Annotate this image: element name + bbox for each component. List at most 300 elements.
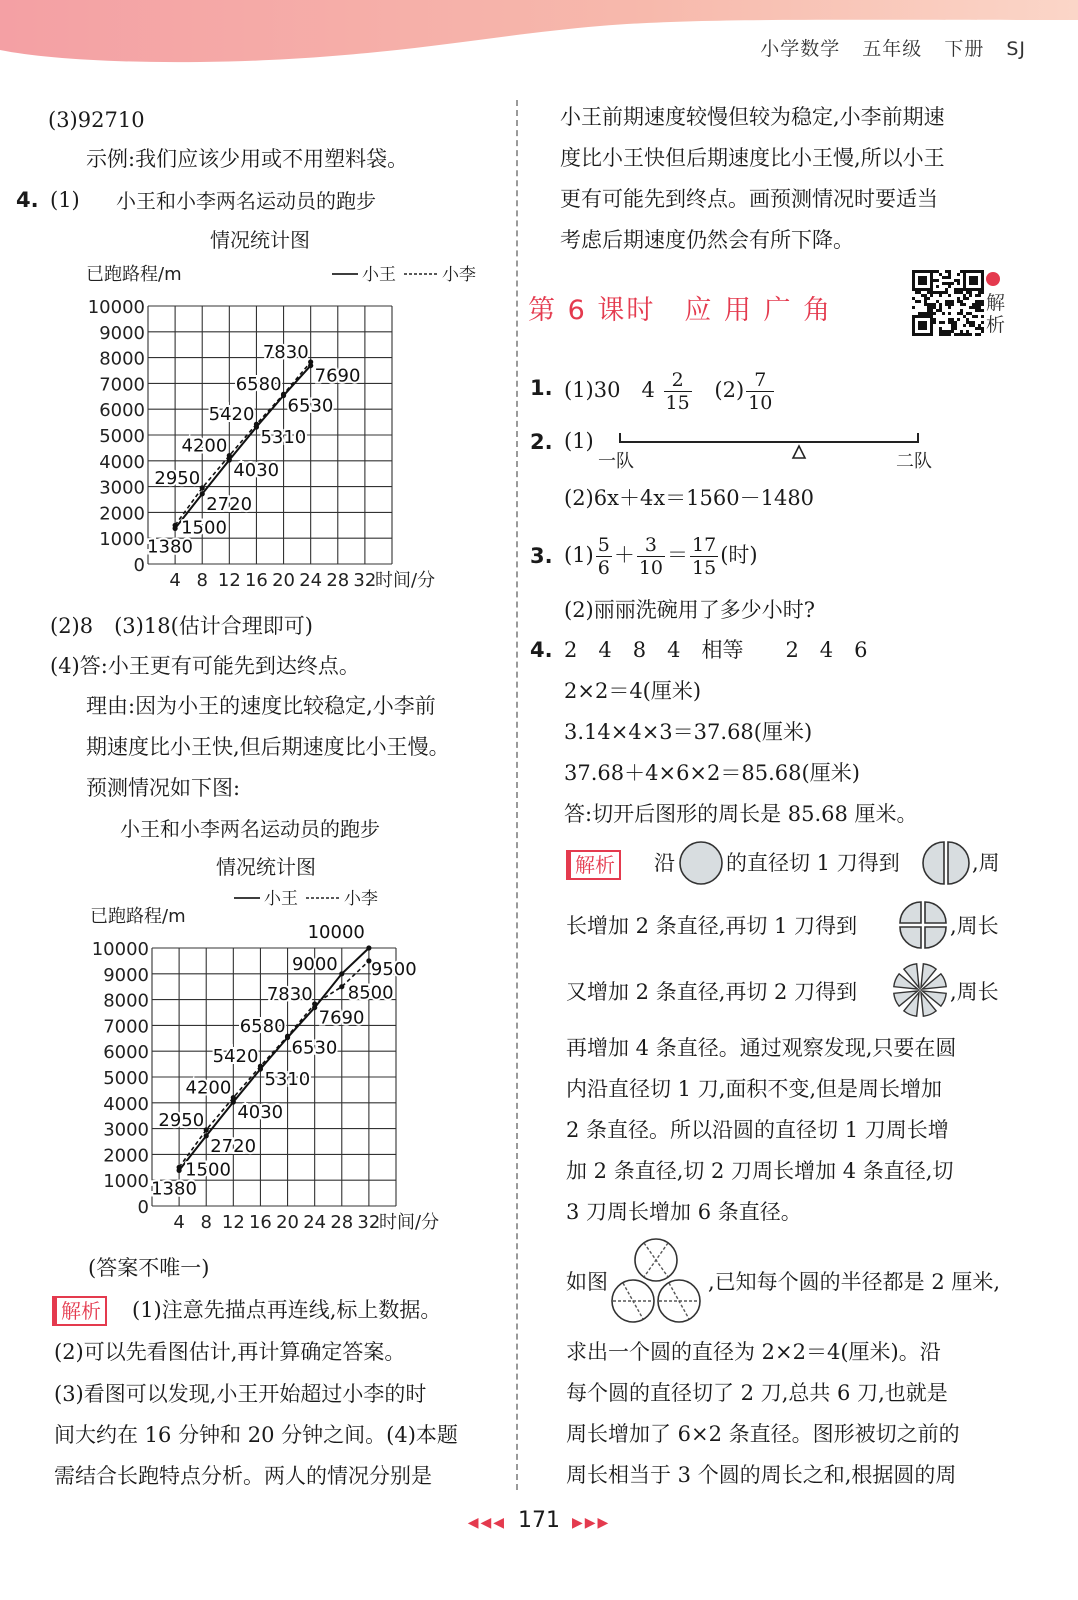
qr-module: [978, 324, 981, 327]
qr-module: [930, 306, 933, 309]
qr-module: [975, 300, 978, 303]
qr-module: [942, 291, 945, 294]
qr-module: [924, 294, 927, 297]
qr-module: [981, 330, 984, 333]
segment-diagram: [612, 426, 922, 466]
qr-module: [927, 291, 930, 294]
qr-module: [957, 318, 960, 321]
q4r-calc3: 37.68＋4×6×2＝85.68(厘米): [564, 761, 860, 785]
qr-module: [918, 291, 921, 294]
qr-module: [930, 294, 933, 297]
data-point: [281, 392, 286, 397]
qr-module: [954, 291, 957, 294]
qr-module: [960, 309, 963, 312]
y-tick-label: 3000: [103, 1119, 149, 1141]
q3-fraction3: $\frac{17}{15}$: [692, 534, 717, 579]
qr-module: [939, 294, 942, 297]
data-label: 2720: [210, 1135, 257, 1157]
qr-module: [969, 294, 972, 297]
qr-module: [951, 318, 954, 321]
q4r-calc1: 2×2＝4(厘米): [564, 679, 702, 703]
column-divider: [516, 100, 518, 1490]
yi-line1a: 如图: [566, 1270, 608, 1294]
q4r-final: 答:切开后图形的周长是 85.68 厘米。: [564, 802, 918, 826]
y-tick-label: 1000: [103, 1171, 149, 1193]
chart1: [70, 258, 480, 593]
qr-module: [966, 321, 969, 324]
explain-line5: 需结合长跑特点分析。两人的情况分别是: [54, 1464, 432, 1488]
data-label: 7830: [262, 341, 309, 363]
q4-number: 4.: [16, 188, 39, 212]
whole-circle-icon: [678, 840, 724, 886]
qr-module: [924, 312, 927, 315]
data-label: 7690: [314, 365, 361, 387]
x-tick-label: 28: [330, 1212, 354, 1233]
qr-module: [927, 312, 930, 315]
qr-code[interactable]: [912, 270, 984, 336]
qr-module: [975, 303, 978, 306]
qr-module: [966, 312, 969, 315]
y-tick-label: 5000: [103, 1068, 149, 1089]
qr-module: [945, 282, 948, 285]
q2-equation: (2)6x＋4x＝1560－1480: [564, 486, 815, 510]
qr-module: [930, 309, 933, 312]
data-label: 1380: [151, 1178, 197, 1200]
jiexi-tag-left: 解析: [52, 1296, 107, 1326]
right-line4: 考虑后期速度仍然会有所下降。: [560, 228, 854, 252]
qr-module: [933, 312, 936, 315]
data-label: 5420: [212, 1046, 259, 1068]
legend-label-wang: 小王: [264, 889, 298, 909]
qr-module: [978, 300, 981, 303]
qr-module: [945, 333, 948, 336]
qr-module: [957, 279, 960, 282]
qr-module: [954, 327, 957, 330]
y-tick-label: 10000: [87, 297, 145, 318]
qr-module: [954, 324, 957, 327]
header-edition: SJ: [1006, 38, 1026, 60]
qr-module: [948, 273, 951, 276]
answer-note: (答案不唯一): [88, 1256, 210, 1280]
y-tick-label: 7000: [103, 1016, 149, 1038]
qr-module: [966, 330, 969, 333]
data-point: [227, 453, 232, 458]
data-label: 7830: [266, 983, 313, 1005]
qr-module: [954, 321, 957, 324]
qr-module: [951, 324, 954, 327]
qr-module: [945, 330, 948, 333]
data-point: [204, 1133, 209, 1138]
data-label: 1380: [147, 536, 193, 558]
q3-unit: (时): [720, 543, 758, 567]
y-tick-label: 8000: [99, 348, 145, 370]
data-label: 2720: [206, 493, 253, 515]
qr-module: [948, 285, 951, 288]
qr-module: [981, 315, 984, 318]
xi-line1b: 的直径切 1 刀得到: [726, 851, 900, 875]
y-tick-label: 3000: [99, 477, 145, 499]
y-tick-label: 2000: [99, 503, 145, 525]
data-label: 5310: [264, 1069, 311, 1091]
qr-module: [948, 270, 951, 273]
qr-module: [957, 291, 960, 294]
qr-module: [972, 306, 975, 309]
qr-module: [960, 333, 963, 336]
prev-arrows-icon: ◀◀◀: [467, 1515, 506, 1531]
qr-module: [978, 306, 981, 309]
y-tick-label: 10000: [91, 939, 149, 960]
qr-module: [942, 282, 945, 285]
answer-2-3: (2)8 (3)18(估计合理即可): [50, 614, 313, 638]
qr-module: [948, 303, 951, 306]
qr-module: [975, 315, 978, 318]
x-tick-label: 12: [217, 570, 241, 591]
qr-module: [966, 291, 969, 294]
right-line2: 度比小王快但后期速度比小王慢,所以小王: [560, 146, 945, 170]
qr-module: [945, 291, 948, 294]
qr-module: [963, 303, 966, 306]
qr-module: [981, 309, 984, 312]
explain-line4: 间大约在 16 分钟和 20 分钟之间。(4)本题: [54, 1423, 458, 1447]
example-answer: 示例:我们应该少用或不用塑料袋。: [86, 147, 409, 171]
qr-module: [966, 333, 969, 336]
qr-module: [963, 324, 966, 327]
qr-module: [969, 291, 972, 294]
xi-line3b: ,周长: [950, 980, 999, 1004]
x-tick-label: 12: [221, 1212, 245, 1233]
xi-line6: 2 条直径。所以沿圆的直径切 1 刀周长增: [566, 1118, 949, 1142]
data-label: 9000: [291, 953, 338, 975]
x-tick-label: 4: [169, 570, 181, 591]
qr-module: [915, 291, 918, 294]
qr-module: [930, 303, 933, 306]
qr-module: [948, 321, 951, 324]
data-label: 4030: [237, 1102, 284, 1124]
yi-line2: 求出一个圆的直径为 2×2＝4(厘米)。沿: [566, 1340, 941, 1364]
answer-4: (4)答:小王更有可能先到达终点。: [50, 654, 360, 678]
qr-module: [972, 324, 975, 327]
qr-module: [933, 321, 936, 324]
qr-module: [915, 300, 918, 303]
book-header: [738, 34, 1026, 61]
q4r-number: 4.: [530, 638, 553, 662]
y-tick-label: 2000: [103, 1145, 149, 1167]
data-label: 5420: [208, 404, 255, 426]
y-tick-label: 5000: [99, 426, 145, 447]
qr-module: [975, 309, 978, 312]
qr-module: [936, 291, 939, 294]
q1-part2: (2): [714, 378, 745, 402]
qr-module: [927, 306, 930, 309]
qr-module: [948, 306, 951, 309]
qr-finder: [918, 321, 927, 330]
y-tick-label: 8000: [103, 990, 149, 1012]
q1-part1: (1)30 4: [564, 378, 655, 402]
qr-module: [945, 300, 948, 303]
section-title: 第 6 课时 应 用 广 角: [528, 295, 833, 326]
qr-module: [960, 270, 963, 273]
qr-module: [948, 276, 951, 279]
qr-module: [960, 330, 963, 333]
q1-fraction2: $\frac{7}{10}$: [748, 369, 773, 414]
qr-module: [951, 303, 954, 306]
chart-ylabel: 已跑路程/m: [90, 906, 186, 927]
explain-line3: (3)看图可以发现,小王开始超过小李的时: [54, 1382, 427, 1406]
data-label: 7690: [318, 1007, 365, 1029]
explain-line2: (2)可以先看图估计,再计算确定答案。: [54, 1340, 406, 1364]
chart1-title-line1: 小王和小李两名运动员的跑步: [116, 189, 376, 213]
data-label: 8500: [347, 982, 394, 1004]
qr-module: [981, 321, 984, 324]
qr-module: [963, 315, 966, 318]
qr-module: [918, 312, 921, 315]
q3-number: 3.: [530, 544, 553, 568]
qr-module: [927, 297, 930, 300]
xi-line7: 加 2 条直径,切 2 刀周长增加 4 条直径,切: [566, 1159, 954, 1183]
xi-line4: 再增加 4 条直径。通过观察发现,只要在圆: [566, 1036, 957, 1060]
qr-module: [969, 312, 972, 315]
qr-module: [975, 333, 978, 336]
header-grade: 五年级: [862, 38, 923, 60]
q3-fraction1: $\frac{5}{6}$: [597, 534, 610, 579]
qr-module: [963, 297, 966, 300]
data-label: 6580: [239, 1016, 286, 1038]
right-line1: 小王前期速度较慢但较为稳定,小李前期速: [560, 105, 945, 129]
qr-module: [954, 288, 957, 291]
qr-module: [978, 333, 981, 336]
q3-sub1: (1): [564, 543, 594, 567]
x-tick-label: 32: [353, 570, 377, 591]
x-tick-label: 8: [196, 570, 208, 591]
q4r-answers: 2 4 8 4 相等 2 4 6: [564, 638, 868, 662]
three-circles-icon: [608, 1236, 706, 1326]
data-label: 6530: [291, 1037, 338, 1059]
answer-3: (3)92710: [48, 108, 145, 132]
qr-module: [957, 297, 960, 300]
data-label: 1500: [185, 1159, 231, 1181]
chart-xlabel: 时间/分: [379, 1212, 440, 1233]
q3-plus: ＋: [613, 543, 635, 567]
data-point: [177, 1165, 182, 1170]
qr-module: [924, 297, 927, 300]
qr-module: [957, 288, 960, 291]
qr-finder: [918, 276, 927, 285]
play-icon: [986, 272, 1000, 286]
chart2-title-line2: 情况统计图: [216, 855, 316, 879]
qr-module: [930, 291, 933, 294]
qr-module: [948, 333, 951, 336]
y-tick-label: 7000: [99, 374, 145, 396]
qr-module: [945, 288, 948, 291]
data-label: 2950: [154, 467, 201, 489]
qr-module: [954, 279, 957, 282]
qr-module: [939, 273, 942, 276]
qr-module: [951, 282, 954, 285]
qr-module: [939, 309, 942, 312]
data-label: 4200: [181, 435, 228, 457]
qr-module: [960, 303, 963, 306]
data-point: [200, 491, 205, 496]
qr-module: [933, 303, 936, 306]
qr-module: [978, 294, 981, 297]
qr-module: [930, 312, 933, 315]
qr-module: [921, 294, 924, 297]
y-tick-label: 6000: [99, 400, 145, 422]
data-label: 9500: [370, 958, 417, 980]
x-tick-label: 4: [173, 1212, 185, 1233]
yi-line3: 每个圆的直径切了 2 刀,总共 6 刀,也就是: [566, 1381, 948, 1405]
qr-module: [948, 312, 951, 315]
q3-question: (2)丽丽洗碗用了多少小时?: [564, 598, 816, 622]
qr-module: [975, 294, 978, 297]
qr-module: [951, 327, 954, 330]
header-volume: 下册: [944, 38, 985, 60]
yi-line4: 周长增加了 6×2 条直径。图形被切之前的: [566, 1422, 960, 1446]
qr-module: [957, 273, 960, 276]
qr-module: [957, 312, 960, 315]
data-label: 10000: [307, 922, 365, 943]
qr-module: [981, 291, 984, 294]
x-tick-label: 16: [244, 570, 268, 591]
qr-module: [912, 297, 915, 300]
reason-line3: 预测情况如下图:: [86, 776, 241, 800]
data-point: [173, 523, 178, 528]
reason-line1: 理由:因为小王的速度比较稳定,小李前: [86, 694, 436, 718]
data-point: [285, 1034, 290, 1039]
data-point: [204, 1127, 209, 1132]
qr-module: [978, 327, 981, 330]
data-point: [339, 971, 344, 976]
qr-module: [969, 306, 972, 309]
qr-module: [948, 330, 951, 333]
x-tick-label: 28: [326, 570, 350, 591]
qr-module: [945, 276, 948, 279]
qr-module: [936, 309, 939, 312]
qr-module: [942, 312, 945, 315]
qr-module: [969, 333, 972, 336]
chart2: [74, 884, 484, 1236]
qr-module: [975, 306, 978, 309]
qr-module: [960, 312, 963, 315]
qr-module: [948, 300, 951, 303]
qr-module: [939, 330, 942, 333]
qr-module: [939, 291, 942, 294]
x-tick-label: 8: [200, 1212, 212, 1233]
data-label: 4200: [185, 1077, 232, 1099]
data-point: [308, 359, 313, 364]
qr-module: [951, 330, 954, 333]
qr-module: [942, 330, 945, 333]
x-tick-label: 16: [248, 1212, 272, 1233]
qr-module: [933, 270, 936, 273]
jiexi-tag-right: 解析: [566, 850, 621, 880]
data-label: 2950: [158, 1109, 205, 1131]
xi-line1a: 沿: [654, 851, 675, 875]
chart2-title-line1: 小王和小李两名运动员的跑步: [120, 817, 380, 841]
qr-module: [945, 303, 948, 306]
qr-module: [912, 306, 915, 309]
legend-label-li: 小李: [442, 265, 476, 285]
data-point: [258, 1064, 263, 1069]
qr-module: [960, 291, 963, 294]
chart-ylabel: 已跑路程/m: [86, 264, 182, 285]
qr-module: [951, 300, 954, 303]
qr-module: [969, 321, 972, 324]
chart-xlabel: 时间/分: [375, 570, 436, 591]
xi-line2a: 长增加 2 条直径,再切 1 刀得到: [566, 914, 858, 938]
qr-module: [933, 318, 936, 321]
explain-line1: (1)注意先描点再连线,标上数据。: [132, 1298, 442, 1322]
y-tick-label: 1000: [99, 529, 145, 551]
qr-module: [948, 318, 951, 321]
qr-module: [936, 285, 939, 288]
qr-module: [936, 300, 939, 303]
qr-module: [972, 303, 975, 306]
qr-module: [945, 270, 948, 273]
y-tick-label: 0: [137, 1197, 149, 1218]
qr-module: [927, 309, 930, 312]
q1-number: 1.: [530, 376, 553, 400]
data-point: [254, 422, 259, 427]
qr-module: [933, 291, 936, 294]
qr-module: [972, 315, 975, 318]
qr-module: [939, 321, 942, 324]
qr-module: [960, 288, 963, 291]
qr-module: [948, 294, 951, 297]
y-tick-label: 9000: [99, 322, 145, 344]
q4-sub1: (1): [50, 188, 80, 212]
qr-module: [981, 303, 984, 306]
xi-line8: 3 刀周长增加 6 条直径。: [566, 1200, 802, 1224]
qr-module: [978, 303, 981, 306]
qr-module: [924, 300, 927, 303]
xi-line2b: ,周长: [950, 914, 999, 938]
qr-module: [963, 294, 966, 297]
data-point: [231, 1095, 236, 1100]
q3-equation: [564, 530, 758, 580]
qr-module: [981, 327, 984, 330]
data-label: 5310: [260, 427, 307, 449]
qr-module: [933, 306, 936, 309]
page-footer: [0, 1508, 1078, 1533]
qr-module: [942, 321, 945, 324]
qr-module: [918, 300, 921, 303]
qr-module: [939, 303, 942, 306]
qr-module: [942, 276, 945, 279]
q1-answer: [564, 365, 776, 415]
q2-sub1: (1): [564, 429, 594, 453]
x-tick-label: 24: [299, 570, 323, 591]
data-point: [366, 945, 371, 950]
qr-module: [966, 318, 969, 321]
qr-module: [924, 303, 927, 306]
qr-module: [981, 300, 984, 303]
right-line3: 更有可能先到终点。画预测情况时要适当: [560, 187, 938, 211]
data-point: [339, 984, 344, 989]
qr-module: [927, 303, 930, 306]
qr-module: [972, 321, 975, 324]
qr-module: [933, 279, 936, 282]
qr-module: [957, 282, 960, 285]
x-tick-label: 32: [357, 1212, 381, 1233]
data-label: 6530: [287, 395, 334, 417]
qr-label: 解析: [986, 292, 1006, 336]
qr-module: [939, 333, 942, 336]
qr-module: [978, 309, 981, 312]
y-tick-label: 9000: [103, 964, 149, 986]
qr-module: [960, 300, 963, 303]
qr-finder: [969, 276, 978, 285]
